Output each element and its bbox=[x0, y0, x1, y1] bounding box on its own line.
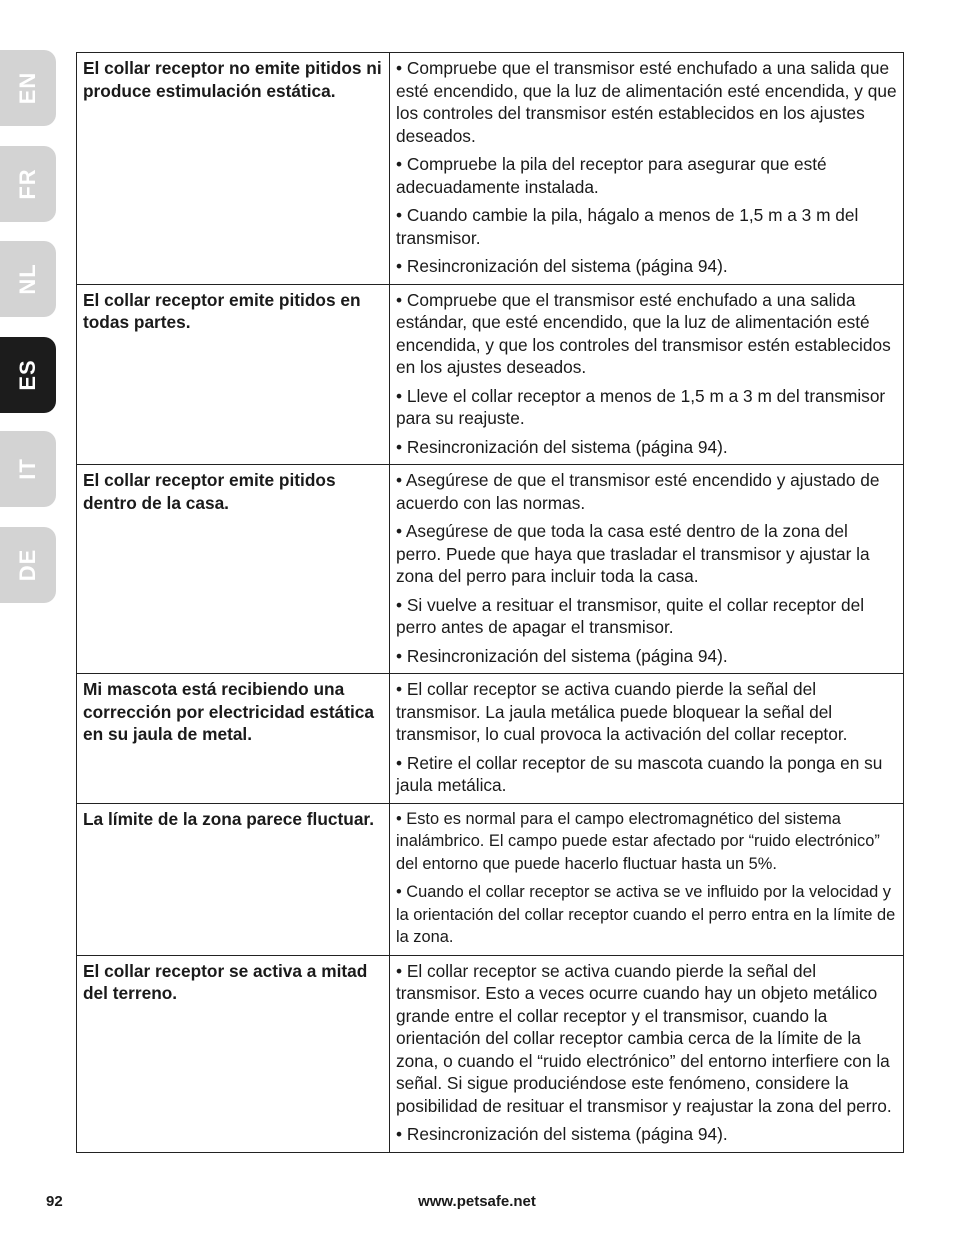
problem-cell: El collar receptor emite pitidos en todas partes. bbox=[77, 284, 390, 465]
solution-item: • Lleve el collar receptor a menos de 1,5 m a 3 m del transmisor para su reajuste. bbox=[396, 385, 886, 428]
solution-item: • Resincronización del sistema (página 94). bbox=[396, 256, 728, 276]
language-tabs bbox=[0, 0, 56, 1235]
solution-item: • Si vuelve a resituar el transmisor, quite el collar receptor del perro antes de apagar el transmisor. bbox=[396, 594, 865, 637]
solution-item: • Retire el collar receptor de su mascota cuando la ponga en su jaula metálica. bbox=[396, 752, 883, 795]
table-row bbox=[77, 465, 904, 674]
solution-cell bbox=[390, 674, 904, 804]
table-row bbox=[77, 284, 904, 465]
solution-cell bbox=[390, 53, 904, 285]
solution-item: • El collar receptor se activa cuando pierde la señal del transmisor. Esto a veces ocurre cuando hay un objeto metálico grande entre el collar receptor y el transmisor, cuando la orientación del collar receptor cambia cerca de la límite de la zona, o cuando el “ruido electrónico” del entorno interfiere con la señal. Si sigue produciéndose este fenómeno, considere la posibilidad de resituar el transmisor y reajustar la zona del perro. bbox=[396, 960, 892, 1116]
solution-item: • Compruebe la pila del receptor para asegurar que esté adecuadamente instalada. bbox=[396, 154, 827, 197]
solution-item: • Resincronización del sistema (página 94). bbox=[396, 436, 728, 457]
solution-cell bbox=[390, 955, 904, 1152]
solution-cell bbox=[390, 465, 904, 674]
footer-url[interactable]: www.petsafe.net bbox=[418, 1193, 536, 1210]
solution-item: • Resincronización del sistema (página 94). bbox=[396, 645, 728, 666]
tab-es[interactable]: ES bbox=[0, 337, 56, 413]
tab-de[interactable]: DE bbox=[0, 527, 56, 603]
tab-en[interactable]: EN bbox=[0, 50, 56, 126]
problem-cell: El collar receptor se activa a mitad del terreno. bbox=[77, 955, 390, 1152]
solution-item: • Asegúrese de que toda la casa esté dentro de la zona del perro. Puede que haya que trasladar el transmisor y ajustar la zona del perro para incluir toda la casa. bbox=[396, 521, 870, 586]
solution-item: • El collar receptor se activa cuando pierde la señal del transmisor. La jaula metálica puede bloquear la señal del transmisor, lo cual provoca la activación del collar receptor. bbox=[396, 679, 848, 744]
table-row bbox=[77, 674, 904, 804]
problem-cell: El collar receptor emite pitidos dentro de la casa. bbox=[77, 465, 390, 674]
solution-item: • Resincronización del sistema (página 94). bbox=[396, 1124, 728, 1144]
solution-cell bbox=[390, 284, 904, 465]
table-row bbox=[77, 955, 904, 1152]
solution-item: • Cuando el collar receptor se activa se ve influido por la velocidad y la orientación del collar receptor cuando el perro entra en la límite de la zona. bbox=[396, 883, 896, 946]
solution-item: • Cuando cambie la pila, hágalo a menos de 1,5 m a 3 m del transmisor. bbox=[396, 205, 859, 248]
troubleshooting-table bbox=[76, 52, 904, 1153]
table-row bbox=[77, 53, 904, 285]
tab-it[interactable]: IT bbox=[0, 431, 56, 507]
solution-item: • Asegúrese de que el transmisor esté encendido y ajustado de acuerdo con las normas. bbox=[396, 470, 880, 513]
table-row bbox=[77, 803, 904, 955]
problem-cell: El collar receptor no emite pitidos ni produce estimulación estática. bbox=[77, 53, 390, 285]
solution-cell bbox=[390, 803, 904, 955]
solution-item: • Compruebe que el transmisor esté enchufado a una salida estándar, que esté encendido, que la luz de alimentación esté encendida, y que los controles del transmisor estén establecidos en los ajustes deseados. bbox=[396, 289, 891, 377]
page-number: 92 bbox=[46, 1193, 63, 1210]
tab-fr[interactable]: FR bbox=[0, 146, 56, 222]
solution-item: • Compruebe que el transmisor esté enchufado a una salida que esté encendido, que la luz de alimentación esté encendida, y que los controles del transmisor estén establecidos en los ajustes deseados. bbox=[396, 58, 897, 146]
problem-cell: Mi mascota está recibiendo una corrección por electricidad estática en su jaula de metal. bbox=[77, 674, 390, 804]
problem-cell: La límite de la zona parece fluctuar. bbox=[77, 803, 390, 955]
tab-nl[interactable]: NL bbox=[0, 241, 56, 317]
solution-item: • Esto es normal para el campo electromagnético del sistema inalámbrico. El campo puede estar afectado por “ruido electrónico” del entorno que puede hacerlo fluctuar hasta un 5%. bbox=[396, 809, 880, 873]
